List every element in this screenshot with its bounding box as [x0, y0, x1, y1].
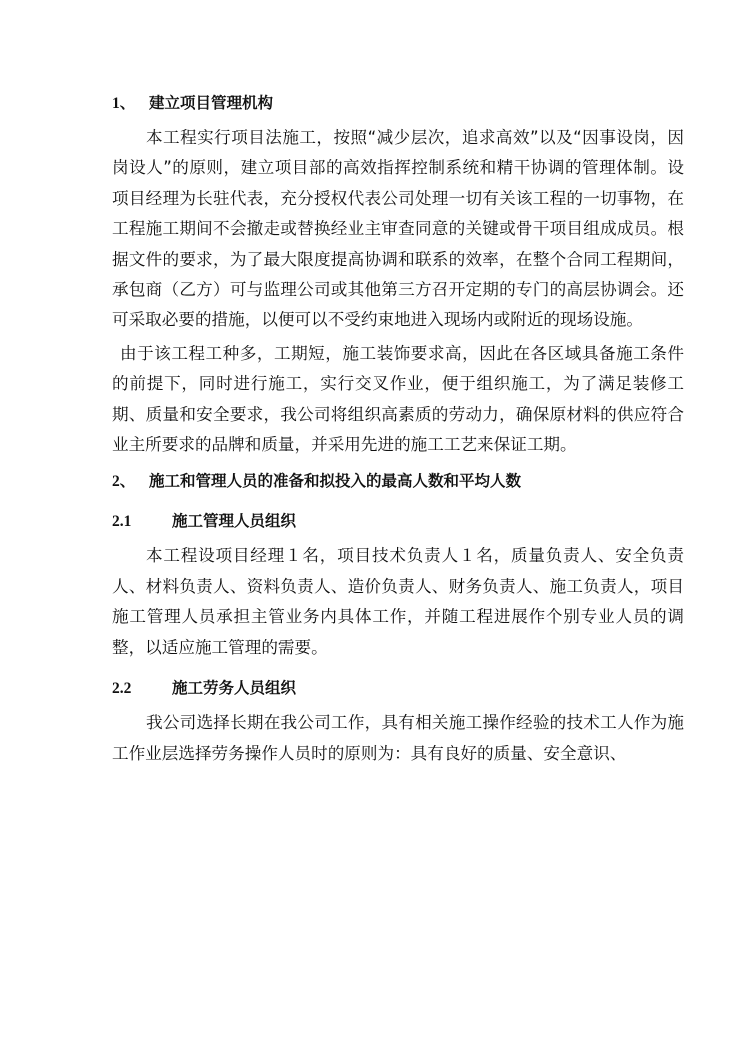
document-page	[112, 92, 684, 769]
section-2-2-paragraph: 我公司选择长期在我公司工作，具有相关施工操作经验的技术工人作为施工作业层选择劳务操作人员时的原则为：具有良好的质量、安全意识、	[112, 713, 684, 763]
section-2-2-number: 2.2	[112, 680, 132, 698]
section-1-paragraph-2: 由于该工程工种多，工期短，施工装饰要求高，因此在各区域具备施工条件的前提下，同时进行施工，实行交叉作业，便于组织施工，为了满足装修工期、质量和安全要求，我公司将组织高素质的劳动力，确保原材料的供应符合业主所要求的品牌和质量，并采用先进的施工工艺来保证工期。	[112, 343, 684, 455]
section-2-1-title: 施工管理人员组织	[172, 512, 297, 531]
section-2-number: 2、	[112, 473, 136, 491]
section-2-1-number: 2.1	[112, 513, 132, 531]
section-1-number: 1、	[112, 95, 136, 112]
section-1-title: 建立项目管理机构	[149, 94, 274, 112]
section-1-paragraph-1: 本工程实行项目法施工，按照“减少层次，追求高效”以及“因事设岗，因岗设人”的原则，建立项目部的高效指挥控制系统和精干协调的管理体制。设项目经理为长驻代表，充分授权代表公司处理一切有关该工程的一切事物，在工程施工期间不会撤走或替换经业主审查同意的关键或骨干项目组成成员。根据文件的要求，为了最大限度提高协调和联系的效率，在整个合同工程期间，承包商（乙方）可与监理公司或其他第三方召开定期的专门的高层协调会。还可采取必要的措施，以便可以不受约束地进入现场内或附近的现场设施。	[112, 128, 684, 330]
section-2-heading	[112, 470, 684, 493]
section-2-2-title: 施工劳务人员组织	[172, 679, 297, 698]
section-2-title: 施工和管理人员的准备和拟投入的最高人数和平均人数	[149, 472, 522, 491]
section-1-heading	[112, 92, 684, 115]
section-2-1-paragraph: 本工程设项目经理１名，项目技术负责人１名，质量负责人、安全负责人、材料负责人、资料负责人、造价负责人、财务负责人、施工负责人，项目施工管理人员承担主管业务内具体工作，并随工程进展作个别专业人员的调整，以适应施工管理的需要。	[112, 546, 684, 657]
section-2-2-heading	[112, 677, 684, 700]
section-2-1-heading	[112, 510, 684, 533]
